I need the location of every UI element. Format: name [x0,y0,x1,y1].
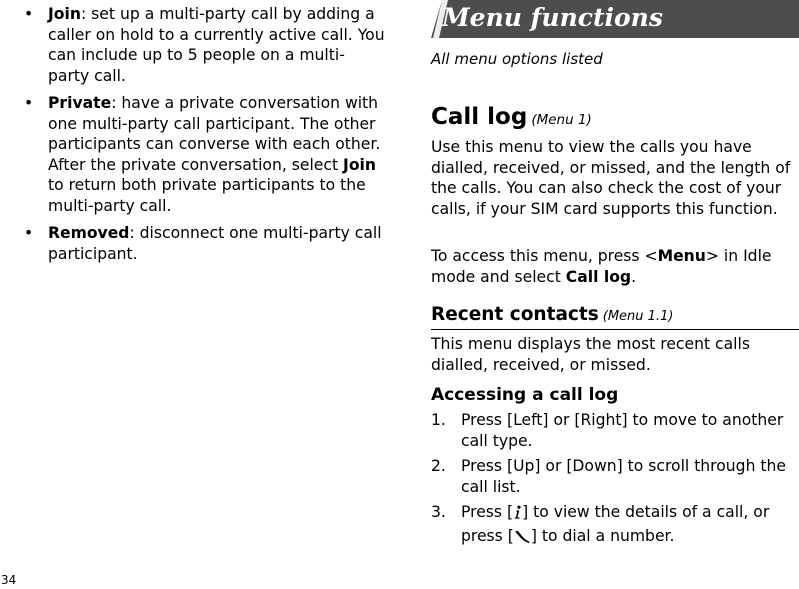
step-number: 2. [431,457,446,475]
access-text-3: . [631,267,637,286]
info-key-icon [513,505,522,526]
step-text: Press [Left] or [Right] to move to another call type. [461,411,784,450]
recent-contacts-heading [431,304,799,330]
access-text-2: > in Idle mode and select [431,247,772,286]
bullet-symbol: • [24,5,34,23]
step-number: 3. [431,503,446,521]
bullet-term: Removed [48,224,130,242]
step-item [431,456,799,497]
access-key: Menu [657,247,706,265]
bullet-text-end: to return both private participants to the multi-party call. [48,176,366,215]
step-item [431,502,799,549]
accessing-call-log-heading: Accessing a call log [431,385,619,405]
left-column [20,4,385,271]
step-text-1: Press [ [461,503,514,521]
recent-contacts-menu-ref: (Menu 1.1) [602,309,674,324]
steps-list [431,410,799,554]
bullet-inline-term: Join [343,155,376,174]
dial-key-icon [514,529,531,550]
bullet-term: Private [48,94,112,112]
recent-contacts-title: Recent contacts [431,304,599,325]
step-number: 1. [431,411,446,429]
access-target: Call log [565,267,632,286]
call-log-menu-ref: (Menu 1) [531,112,592,128]
bullet-text: : disconnect one multi-party call participant. [48,224,382,263]
banner-title: Menu functions [442,3,663,32]
call-log-heading [431,103,592,131]
bullet-term: Join [48,5,81,23]
recent-contacts-description: This menu displays the most recent calls dialled, received, or missed. [431,335,750,374]
step-text-2: ] to view the details of a call, or press [ [461,503,770,545]
step-text: Press [Up] or [Down] to scroll through the call list. [461,457,787,496]
step-item [431,410,799,451]
section-banner [431,0,799,38]
access-instructions [431,246,799,287]
bullet-text: : have a private conversation with one multi-party call participant. The other participants can converse with each other. After the private conversation, select [48,94,381,174]
bullet-private [20,93,385,216]
call-log-description: Use this menu to view the calls you have dialled, received, or missed, and the length of the calls. You can also check the cost of your calls, if your SIM card supports this function. [431,138,791,218]
bullet-text: : set up a multi-party call by adding a caller on hold to a currently active call. You can include up to 5 people on a multi-party call. [48,5,385,85]
bullet-symbol: • [24,224,34,242]
bullet-removed [20,223,385,264]
bullet-symbol: • [24,94,34,112]
call-log-title: Call log [431,104,528,130]
banner-subtitle: All menu options listed [431,50,603,68]
step-text-3: ] to dial a number. [530,526,675,545]
access-text-1: To access this menu, press < [431,247,658,265]
page-number: 34 [1,573,17,587]
bullet-join [20,4,385,86]
